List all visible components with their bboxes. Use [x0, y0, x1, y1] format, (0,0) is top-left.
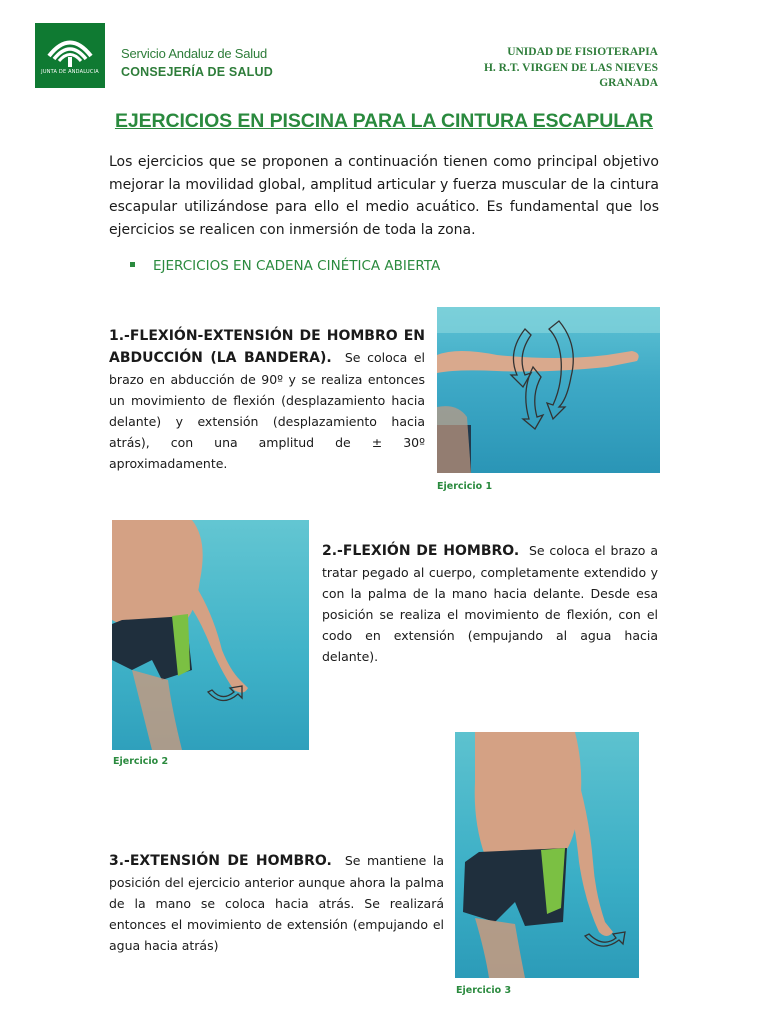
- exercise-2-heading: 2.-FLEXIÓN DE HOMBRO.: [322, 543, 520, 559]
- exercise-1-text: [109, 325, 425, 474]
- rotation-arrows-icon: [511, 321, 573, 429]
- unit-line-1: UNIDAD DE FISIOTERAPIA: [507, 46, 658, 58]
- exercise-2-description: Se coloca el brazo a tratar pegado al cuerpo, completamente extendido y con la palma de la mano hacia delante. Desde esa posición se realiza el movimiento de flexión, con el codo en extensión (empujando al agua hacia delante).: [322, 543, 658, 664]
- square-bullet-icon: [130, 262, 135, 267]
- unit-block: [484, 45, 658, 92]
- intro-paragraph: Los ejercicios que se proponen a continuación tienen como principal objetivo mejorar la movilidad global, amplitud articular y fuerza muscular de la cintura escapular utilizándose para ello el medio acuático. Es fundamental que los ejercicios se realicen con inmersión de toda la zona.: [109, 154, 659, 238]
- exercise-3-photo: [455, 732, 639, 978]
- exercise-1-photo: [437, 307, 660, 473]
- junta-andalucia-logo: [35, 23, 105, 88]
- exercise-3-caption: Ejercicio 3: [456, 985, 512, 996]
- exercise-3-heading: 3.-EXTENSIÓN DE HOMBRO.: [109, 853, 332, 869]
- exercise-2-caption: Ejercicio 2: [113, 756, 169, 767]
- organization-name: [121, 44, 273, 82]
- section-bullet: [130, 258, 440, 274]
- exercise-3-text: [109, 850, 444, 956]
- unit-line-3: GRANADA: [599, 77, 658, 89]
- org-line-2: CONSEJERÍA DE SALUD: [121, 65, 273, 79]
- exercise-1-heading: 1.-FLEXIÓN-EXTENSIÓN DE HOMBRO EN ABDUCCIÓN (LA BANDERA).: [109, 328, 425, 366]
- exercise-3-description: Se mantiene la posición del ejercicio anterior aunque ahora la palma de la mano se coloca hacia atrás. Se realizará entonces el movimiento de extensión (empujando el agua hacia atrás): [109, 853, 444, 953]
- unit-line-2: H. R.T. VIRGEN DE LAS NIEVES: [483, 61, 658, 74]
- exercise-1-description: Se coloca el brazo en abducción de 90º y se realiza entonces un movimiento de flexión (desplazamiento hacia delante) y extensión (desplazamiento hacia atrás), con una amplitud de ± 30º aproximadamente.: [109, 350, 425, 471]
- exercise-1-caption: Ejercicio 1: [437, 481, 493, 492]
- page-title: EJERCICIOS EN PISCINA PARA LA CINTURA ESCAPULAR: [114, 110, 654, 132]
- logo-arches-icon: [35, 23, 105, 88]
- section-bullet-text: EJERCICIOS EN CADENA CINÉTICA ABIERTA: [153, 258, 441, 274]
- exercise-2-text: [322, 540, 658, 667]
- org-line-1: Servicio Andaluz de Salud: [121, 46, 268, 61]
- logo-caption: JUNTA DE ANDALUCIA: [41, 69, 99, 75]
- exercise-2-photo: [112, 520, 309, 750]
